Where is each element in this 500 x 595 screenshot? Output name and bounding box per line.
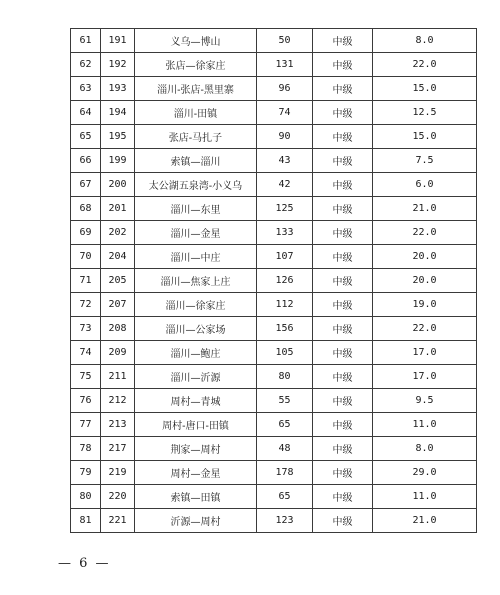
length-cell: 55 xyxy=(257,389,313,413)
length-cell: 125 xyxy=(257,197,313,221)
width-cell: 22.0 xyxy=(373,317,477,341)
width-cell: 21.0 xyxy=(373,197,477,221)
grade-cell: 中级 xyxy=(313,317,373,341)
route-code-cell: 219 xyxy=(101,461,135,485)
grade-cell: 中级 xyxy=(313,413,373,437)
route-code-cell: 202 xyxy=(101,221,135,245)
width-cell: 11.0 xyxy=(373,413,477,437)
route-code-cell: 205 xyxy=(101,269,135,293)
page-number: — 6 — xyxy=(58,556,111,571)
grade-cell: 中级 xyxy=(313,173,373,197)
length-cell: 96 xyxy=(257,77,313,101)
length-cell: 107 xyxy=(257,245,313,269)
grade-cell: 中级 xyxy=(313,245,373,269)
route-code-cell: 208 xyxy=(101,317,135,341)
length-cell: 65 xyxy=(257,413,313,437)
route-code-cell: 209 xyxy=(101,341,135,365)
table-row xyxy=(71,461,477,485)
grade-cell: 中级 xyxy=(313,341,373,365)
route-name-cell: 淄川—徐家庄 xyxy=(135,293,257,317)
length-cell: 74 xyxy=(257,101,313,125)
table-row xyxy=(71,413,477,437)
route-code-cell: 207 xyxy=(101,293,135,317)
route-name-cell: 淄川—公家场 xyxy=(135,317,257,341)
route-name-cell: 周村-唐口-田镇 xyxy=(135,413,257,437)
route-name-cell: 张店—徐家庄 xyxy=(135,53,257,77)
length-cell: 80 xyxy=(257,365,313,389)
route-name-cell: 索镇—淄川 xyxy=(135,149,257,173)
route-name-cell: 淄川—东里 xyxy=(135,197,257,221)
grade-cell: 中级 xyxy=(313,101,373,125)
grade-cell: 中级 xyxy=(313,269,373,293)
grade-cell: 中级 xyxy=(313,77,373,101)
route-code-cell: 194 xyxy=(101,101,135,125)
route-code-cell: 220 xyxy=(101,485,135,509)
length-cell: 123 xyxy=(257,509,313,533)
table-row xyxy=(71,173,477,197)
grade-cell: 中级 xyxy=(313,389,373,413)
grade-cell: 中级 xyxy=(313,365,373,389)
route-code-cell: 192 xyxy=(101,53,135,77)
length-cell: 105 xyxy=(257,341,313,365)
length-cell: 90 xyxy=(257,125,313,149)
table-row xyxy=(71,365,477,389)
route-table xyxy=(70,28,477,533)
width-cell: 11.0 xyxy=(373,485,477,509)
grade-cell: 中级 xyxy=(313,437,373,461)
width-cell: 15.0 xyxy=(373,77,477,101)
width-cell: 8.0 xyxy=(373,437,477,461)
row-number-cell: 77 xyxy=(71,413,101,437)
route-name-cell: 淄川-张店-黑里寨 xyxy=(135,77,257,101)
route-code-cell: 211 xyxy=(101,365,135,389)
width-cell: 20.0 xyxy=(373,245,477,269)
row-number-cell: 61 xyxy=(71,29,101,53)
route-name-cell: 淄川-田镇 xyxy=(135,101,257,125)
table-row xyxy=(71,221,477,245)
length-cell: 156 xyxy=(257,317,313,341)
route-code-cell: 212 xyxy=(101,389,135,413)
table-row xyxy=(71,29,477,53)
length-cell: 133 xyxy=(257,221,313,245)
route-name-cell: 荆家—周村 xyxy=(135,437,257,461)
route-name-cell: 淄川—鲍庄 xyxy=(135,341,257,365)
grade-cell: 中级 xyxy=(313,197,373,221)
table-row xyxy=(71,101,477,125)
row-number-cell: 71 xyxy=(71,269,101,293)
grade-cell: 中级 xyxy=(313,509,373,533)
route-code-cell: 200 xyxy=(101,173,135,197)
route-name-cell: 沂源—周村 xyxy=(135,509,257,533)
route-code-cell: 199 xyxy=(101,149,135,173)
route-name-cell: 淄川—焦家上庄 xyxy=(135,269,257,293)
row-number-cell: 65 xyxy=(71,125,101,149)
table-row xyxy=(71,485,477,509)
length-cell: 50 xyxy=(257,29,313,53)
width-cell: 17.0 xyxy=(373,365,477,389)
width-cell: 19.0 xyxy=(373,293,477,317)
table-row xyxy=(71,53,477,77)
table-body xyxy=(71,29,477,533)
width-cell: 15.0 xyxy=(373,125,477,149)
length-cell: 126 xyxy=(257,269,313,293)
width-cell: 7.5 xyxy=(373,149,477,173)
route-name-cell: 淄川—中庄 xyxy=(135,245,257,269)
route-code-cell: 213 xyxy=(101,413,135,437)
table-row xyxy=(71,293,477,317)
grade-cell: 中级 xyxy=(313,53,373,77)
table-row xyxy=(71,341,477,365)
table-row xyxy=(71,317,477,341)
width-cell: 22.0 xyxy=(373,53,477,77)
row-number-cell: 73 xyxy=(71,317,101,341)
row-number-cell: 72 xyxy=(71,293,101,317)
row-number-cell: 74 xyxy=(71,341,101,365)
route-name-cell: 太公湖五泉湾-小义乌 xyxy=(135,173,257,197)
table-row xyxy=(71,125,477,149)
row-number-cell: 68 xyxy=(71,197,101,221)
route-code-cell: 201 xyxy=(101,197,135,221)
length-cell: 48 xyxy=(257,437,313,461)
table-row xyxy=(71,509,477,533)
length-cell: 43 xyxy=(257,149,313,173)
row-number-cell: 80 xyxy=(71,485,101,509)
width-cell: 22.0 xyxy=(373,221,477,245)
row-number-cell: 79 xyxy=(71,461,101,485)
length-cell: 65 xyxy=(257,485,313,509)
route-name-cell: 索镇—田镇 xyxy=(135,485,257,509)
row-number-cell: 75 xyxy=(71,365,101,389)
route-code-cell: 217 xyxy=(101,437,135,461)
grade-cell: 中级 xyxy=(313,461,373,485)
table-row xyxy=(71,245,477,269)
route-code-cell: 195 xyxy=(101,125,135,149)
route-code-cell: 221 xyxy=(101,509,135,533)
route-name-cell: 张店-马扎子 xyxy=(135,125,257,149)
table-row xyxy=(71,197,477,221)
route-name-cell: 义乌—博山 xyxy=(135,29,257,53)
grade-cell: 中级 xyxy=(313,293,373,317)
width-cell: 17.0 xyxy=(373,341,477,365)
route-code-cell: 193 xyxy=(101,77,135,101)
length-cell: 131 xyxy=(257,53,313,77)
grade-cell: 中级 xyxy=(313,149,373,173)
width-cell: 12.5 xyxy=(373,101,477,125)
row-number-cell: 64 xyxy=(71,101,101,125)
row-number-cell: 67 xyxy=(71,173,101,197)
grade-cell: 中级 xyxy=(313,485,373,509)
row-number-cell: 78 xyxy=(71,437,101,461)
row-number-cell: 62 xyxy=(71,53,101,77)
grade-cell: 中级 xyxy=(313,221,373,245)
length-cell: 178 xyxy=(257,461,313,485)
length-cell: 42 xyxy=(257,173,313,197)
width-cell: 29.0 xyxy=(373,461,477,485)
grade-cell: 中级 xyxy=(313,125,373,149)
table-row xyxy=(71,389,477,413)
row-number-cell: 66 xyxy=(71,149,101,173)
table-row xyxy=(71,77,477,101)
route-code-cell: 191 xyxy=(101,29,135,53)
row-number-cell: 81 xyxy=(71,509,101,533)
width-cell: 6.0 xyxy=(373,173,477,197)
table-row xyxy=(71,437,477,461)
grade-cell: 中级 xyxy=(313,29,373,53)
row-number-cell: 69 xyxy=(71,221,101,245)
route-name-cell: 周村—青城 xyxy=(135,389,257,413)
width-cell: 20.0 xyxy=(373,269,477,293)
length-cell: 112 xyxy=(257,293,313,317)
width-cell: 8.0 xyxy=(373,29,477,53)
route-name-cell: 淄川—沂源 xyxy=(135,365,257,389)
row-number-cell: 63 xyxy=(71,77,101,101)
width-cell: 21.0 xyxy=(373,509,477,533)
route-name-cell: 周村—金星 xyxy=(135,461,257,485)
row-number-cell: 76 xyxy=(71,389,101,413)
width-cell: 9.5 xyxy=(373,389,477,413)
table-row xyxy=(71,149,477,173)
route-code-cell: 204 xyxy=(101,245,135,269)
route-name-cell: 淄川—金星 xyxy=(135,221,257,245)
table-row xyxy=(71,269,477,293)
row-number-cell: 70 xyxy=(71,245,101,269)
